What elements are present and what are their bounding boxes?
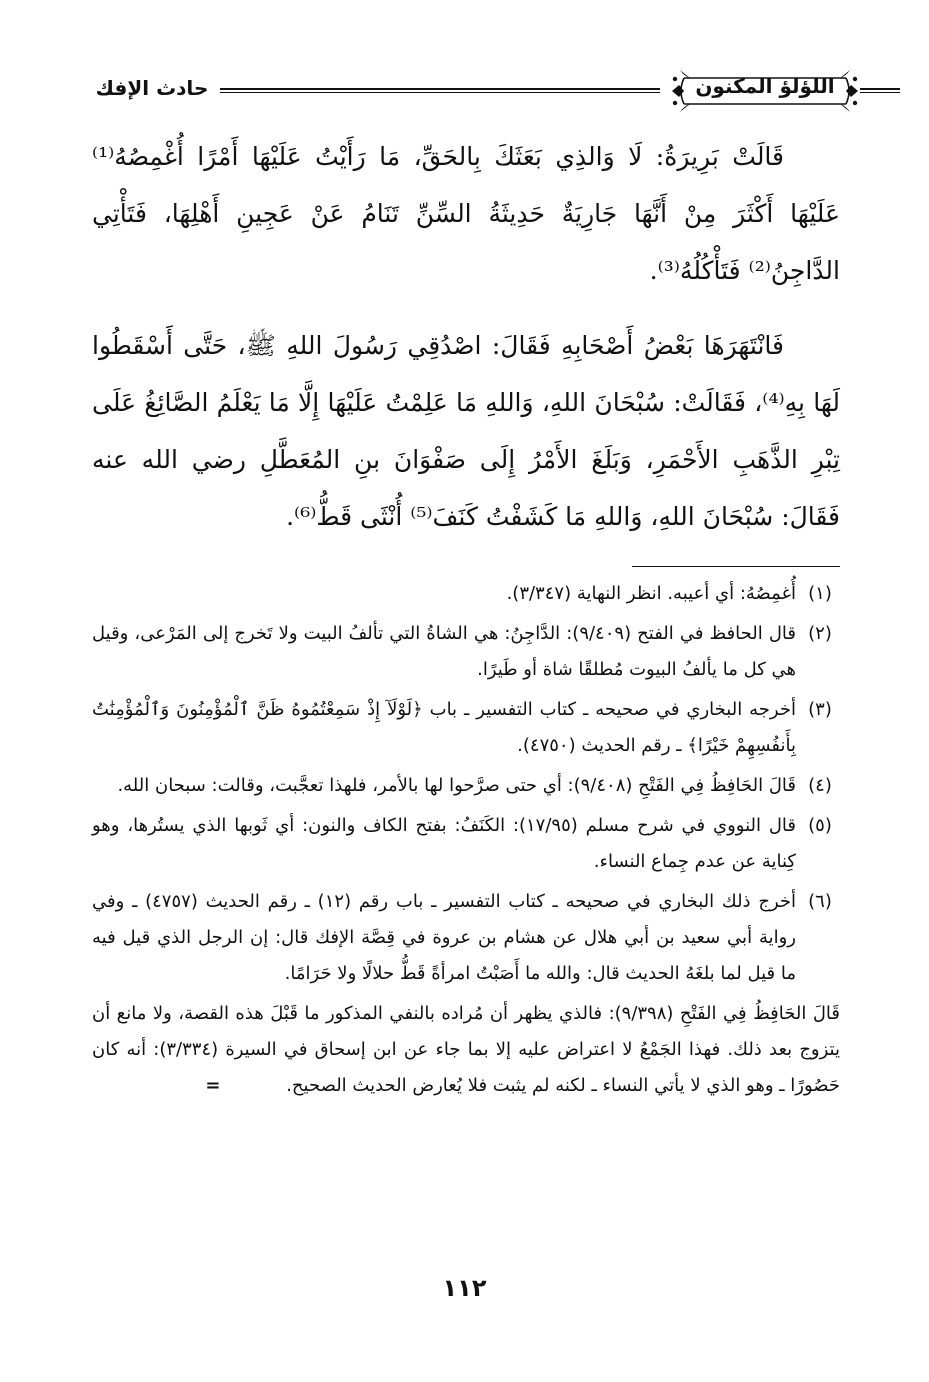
header-rule-right bbox=[860, 88, 900, 93]
footnote-number: (٤) bbox=[808, 775, 832, 796]
footnote-number: (٣) bbox=[808, 699, 832, 720]
footnote-divider bbox=[632, 566, 840, 567]
footnote bbox=[92, 576, 840, 612]
footnote-text: أخرج ذلك البخاري في صحيحه ـ كتاب التفسير ـ باب رقم (١٢) ـ رقم الحديث (٤٧٥٧) ـ وفي رواية أبي سعيد بن أبي هلال عن هشام بن عروة في قِصَّة الإفك قال: إن الرجل الذي قيل فيه ما قيل لما بلغَهُ الحديث قال: والله ما أَصَبْتُ امرأةً قَطُّ حلالًا ولا حَرَامًا. bbox=[92, 891, 797, 984]
continuation-mark: = bbox=[205, 1075, 221, 1096]
footnote-number: (١) bbox=[808, 583, 832, 604]
footnote-continuation bbox=[92, 996, 840, 1104]
footnote-text: أُغمِصُهُ: أي أعيبه. انظر النهاية (٣/٣٤٧). bbox=[506, 583, 796, 604]
footnote-text: أخرجه البخاري في صحيحه ـ كتاب التفسير ـ باب ﴿لَوْلَآ إِذْ سَمِعْتُمُوهُ ظَنَّ ٱلْمُؤْمِنُونَ وَٱلْمُؤْمِنَٰتُ بِأَنفُسِهِمْ خَيْرًا﴾ ـ رقم الحديث (٤٧٥٠). bbox=[92, 699, 796, 756]
footnote-number: (٥) bbox=[808, 815, 832, 836]
footnote-text: قال النووي في شرح مسلم (١٧/٩٥): الكَنَفُ: بفتح الكاف والنون: أي ثَوبها الذي يستُرها، وهو كِناية عن عدم جِماع النساء. bbox=[92, 815, 796, 872]
footnote bbox=[92, 616, 840, 688]
main-paragraph: فَانْتَهَرَهَا بَعْضُ أَصْحَابِهِ فَقَالَ: اصْدُقِي رَسُولَ اللهِ ﷺ، حَتَّى أَسْقَطُوا لَهَا بِهِ⁽⁴⁾، فَقَالَتْ: سُبْحَانَ اللهِ، وَاللهِ مَا عَلِمْتُ عَلَيْهَا إِلَّا مَا يَعْلَمُ الصَّائِغُ عَلَى تِبْرِ الذَّهَبِ الأَحْمَرِ، وَبَلَغَ الأَمْرُ إِلَى صَفْوَانَ بنِ المُعَطَّلِ رضي الله عنه فَقَالَ: سُبْحَانَ اللهِ، وَاللهِ مَا كَشَفْتُ كَنَفَ⁽⁵⁾ أُنْثَى قَطُّ⁽⁶⁾. bbox=[92, 331, 840, 531]
footnotes bbox=[92, 576, 840, 1108]
book-title: اللؤلؤ المكنون bbox=[695, 74, 835, 98]
footnote bbox=[92, 808, 840, 880]
running-header bbox=[92, 66, 840, 118]
footnote bbox=[92, 768, 840, 804]
header-rule-left bbox=[220, 88, 660, 93]
footnote-number: (٦) bbox=[808, 891, 832, 912]
main-paragraph: قَالَتْ بَرِيرَةُ: لَا وَالذِي بَعَثَكَ بِالحَقِّ، مَا رَأَيْتُ عَلَيْهَا أَمْرًا أُغْمِصُهُ⁽¹⁾ عَلَيْهَا أَكْثَرَ مِنْ أَنَّهَا جَارِيَةٌ حَدِيثَةُ السِّنِّ تَنَامُ عَنْ عَجِينِ أَهْلِهَا، فَتَأْتِي الدَّاجِنُ⁽²⁾ فَتَأْكُلُهُ⁽³⁾. bbox=[92, 142, 840, 285]
chapter-title: حادث الإفك bbox=[95, 76, 209, 100]
page-number: ١١٢ bbox=[442, 1274, 487, 1302]
footnote-text: قَالَ الحَافِظُ فِي الفَتْحِ (٩/٤٠٨): أي حتى صرَّحوا لها بالأمر، فلهذا تعجَّبت، وقالت: سبحان الله. bbox=[117, 775, 796, 796]
main-text bbox=[92, 128, 840, 545]
footnote-continuation-text: قَالَ الحَافِظُ فِي الفَتْحِ (٩/٣٩٨): فالذي يظهر أن مُراده بالنفي المذكور ما قَبْلَ هذه القصة، ولا مانع أن يتزوج بعد ذلك. فهذا الجَمْعُ لا اعتراض عليه إلا بما جاء عن ابن إسحاق في السيرة (٣/٣٣٤): أنه كان حَصُورًا ـ وهو الذي لا يأتي النساء ـ لكنه لم يثبت فلا يُعارض الحديث الصحيح. bbox=[92, 1003, 840, 1096]
footnote bbox=[92, 692, 840, 764]
book-title-ornament bbox=[670, 66, 860, 116]
footnote-text: قال الحافظ في الفتح (٩/٤٠٩): الدَّاجِنُ: هي الشاةُ التي تألفُ البيت ولا تَخرج إلى المَرْعى، وقيل هي كل ما يألفُ البيوت مُطلقًا شاة أو طَيرًا. bbox=[92, 623, 796, 680]
footnote bbox=[92, 884, 840, 992]
footnote-number: (٢) bbox=[808, 623, 832, 644]
